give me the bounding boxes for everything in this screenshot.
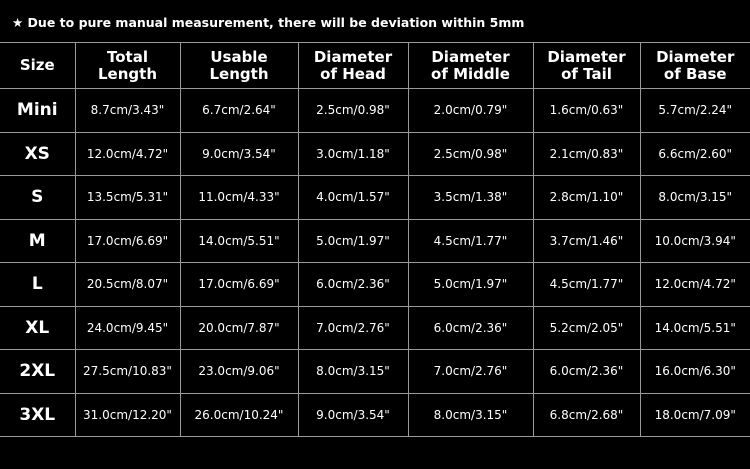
measurement-cell: 16.0cm/6.30" — [640, 350, 750, 394]
measurement-cell: 9.0cm/3.54" — [298, 393, 408, 437]
measurement-cell: 31.0cm/12.20" — [75, 393, 180, 437]
size-label-cell: XL — [0, 306, 75, 350]
column-header-line: Diameter — [547, 47, 626, 66]
measurement-cell: 8.0cm/3.15" — [298, 350, 408, 394]
measurement-cell: 6.0cm/2.36" — [533, 350, 640, 394]
size-label-cell: L — [0, 263, 75, 307]
measurement-cell: 14.0cm/5.51" — [640, 306, 750, 350]
measurement-cell: 26.0cm/10.24" — [180, 393, 298, 437]
table-row — [0, 176, 750, 220]
table-row — [0, 263, 750, 307]
column-header-line: Length — [98, 64, 157, 83]
table-row — [0, 350, 750, 394]
measurement-cell: 3.7cm/1.46" — [533, 219, 640, 263]
column-header-diameter-head — [298, 43, 408, 89]
measurement-cell: 24.0cm/9.45" — [75, 306, 180, 350]
column-header-size — [0, 43, 75, 89]
column-header-line: Usable — [210, 47, 268, 66]
size-chart-table — [0, 42, 750, 437]
measurement-cell: 5.0cm/1.97" — [298, 219, 408, 263]
column-header-diameter-middle — [408, 43, 533, 89]
measurement-cell: 13.5cm/5.31" — [75, 176, 180, 220]
measurement-cell: 11.0cm/4.33" — [180, 176, 298, 220]
column-header-total-length — [75, 43, 180, 89]
measurement-cell: 6.0cm/2.36" — [408, 306, 533, 350]
measurement-cell: 6.0cm/2.36" — [298, 263, 408, 307]
measurement-cell: 5.2cm/2.05" — [533, 306, 640, 350]
measurement-cell: 23.0cm/9.06" — [180, 350, 298, 394]
size-label-cell: 3XL — [0, 393, 75, 437]
column-header-line: of Tail — [561, 64, 612, 83]
table-row — [0, 393, 750, 437]
column-header-line: Length — [209, 64, 269, 83]
measurement-cell: 4.0cm/1.57" — [298, 176, 408, 220]
measurement-cell: 18.0cm/7.09" — [640, 393, 750, 437]
measurement-cell: 6.6cm/2.60" — [640, 132, 750, 176]
measurement-cell: 4.5cm/1.77" — [533, 263, 640, 307]
measurement-cell: 14.0cm/5.51" — [180, 219, 298, 263]
measurement-cell: 2.8cm/1.10" — [533, 176, 640, 220]
measurement-cell: 27.5cm/10.83" — [75, 350, 180, 394]
column-header-line: of Middle — [431, 64, 510, 83]
measurement-cell: 2.0cm/0.79" — [408, 89, 533, 133]
column-header-line: Total — [107, 47, 148, 66]
column-header-diameter-tail — [533, 43, 640, 89]
measurement-cell: 10.0cm/3.94" — [640, 219, 750, 263]
measurement-cell: 20.0cm/7.87" — [180, 306, 298, 350]
column-header-line: of Head — [320, 64, 386, 83]
measurement-cell: 17.0cm/6.69" — [75, 219, 180, 263]
measurement-cell: 9.0cm/3.54" — [180, 132, 298, 176]
table-header-row — [0, 43, 750, 89]
table-row — [0, 132, 750, 176]
measurement-note: ★ Due to pure manual measurement, there will be deviation within 5mm — [12, 15, 525, 30]
table-row — [0, 306, 750, 350]
column-header-line: Diameter — [431, 47, 510, 66]
measurement-cell: 8.0cm/3.15" — [408, 393, 533, 437]
measurement-cell: 6.8cm/2.68" — [533, 393, 640, 437]
column-header-line: of Base — [663, 64, 727, 83]
measurement-cell: 17.0cm/6.69" — [180, 263, 298, 307]
measurement-cell: 8.7cm/3.43" — [75, 89, 180, 133]
column-header-line: Size — [19, 56, 55, 74]
measurement-cell: 7.0cm/2.76" — [298, 306, 408, 350]
measurement-cell: 3.5cm/1.38" — [408, 176, 533, 220]
size-label-cell: S — [0, 176, 75, 220]
measurement-cell: 1.6cm/0.63" — [533, 89, 640, 133]
measurement-cell: 2.5cm/0.98" — [298, 89, 408, 133]
size-label-cell: M — [0, 219, 75, 263]
column-header-line: Diameter — [313, 47, 393, 66]
measurement-cell: 12.0cm/4.72" — [640, 263, 750, 307]
measurement-cell: 3.0cm/1.18" — [298, 132, 408, 176]
measurement-cell: 6.7cm/2.64" — [180, 89, 298, 133]
measurement-cell: 7.0cm/2.76" — [408, 350, 533, 394]
size-label-cell: Mini — [0, 89, 75, 133]
measurement-cell: 20.5cm/8.07" — [75, 263, 180, 307]
measurement-cell: 8.0cm/3.15" — [640, 176, 750, 220]
column-header-usable-length — [180, 43, 298, 89]
size-label-cell: 2XL — [0, 350, 75, 394]
column-header-line: Diameter — [656, 47, 735, 66]
table-body — [0, 89, 750, 437]
measurement-cell: 4.5cm/1.77" — [408, 219, 533, 263]
measurement-cell: 2.5cm/0.98" — [408, 132, 533, 176]
measurement-cell: 2.1cm/0.83" — [533, 132, 640, 176]
table-row — [0, 89, 750, 133]
column-header-diameter-base — [640, 43, 750, 89]
measurement-cell: 5.0cm/1.97" — [408, 263, 533, 307]
measurement-cell: 12.0cm/4.72" — [75, 132, 180, 176]
measurement-cell: 5.7cm/2.24" — [640, 89, 750, 133]
size-label-cell: XS — [0, 132, 75, 176]
table-row — [0, 219, 750, 263]
